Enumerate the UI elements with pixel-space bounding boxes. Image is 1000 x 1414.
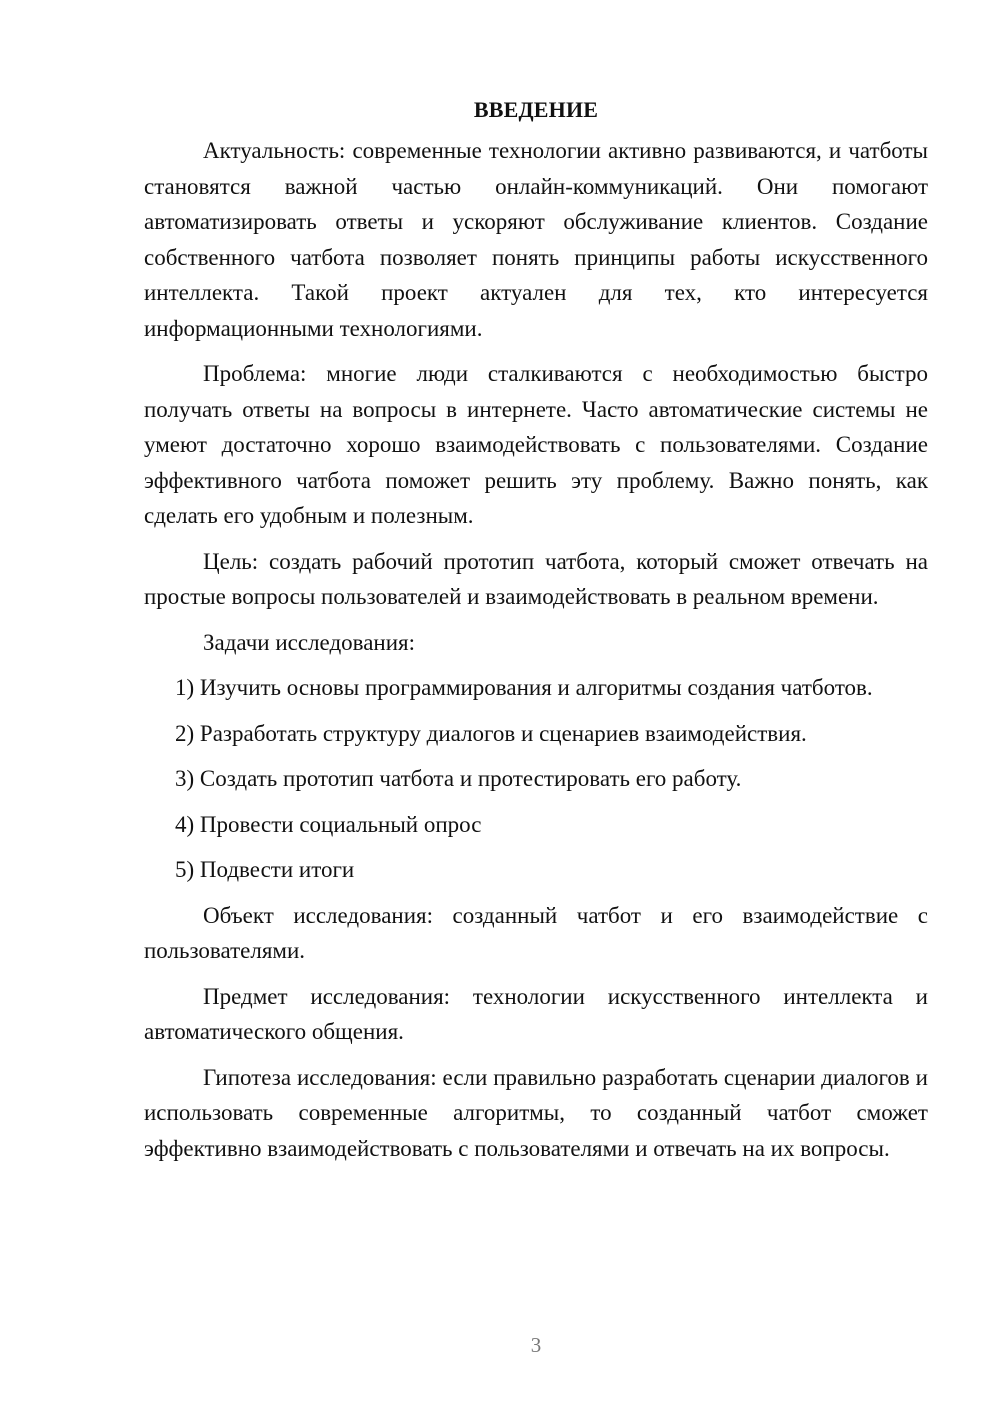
paragraph-problem: Проблема: многие люди сталкиваются с необходимостью быстро получать ответы на вопросы в интернете. Часто автоматические системы не умеют достаточно хорошо взаимодействовать с пользователями. Создание эффективного чатбота поможет решить эту проблему. Важно понять, как сделать его удобным и полезным.	[144, 361, 928, 528]
document-page	[144, 95, 928, 1176]
paragraph-hypothesis: Гипотеза исследования: если правильно разработать сценарии диалогов и использовать современные алгоритмы, то созданный чатбот сможет эффективно взаимодействовать с пользователями и отвечать на их вопросы.	[144, 1064, 928, 1161]
paragraph-relevance: Актуальность: современные технологии активно развиваются, и чатботы становятся важной частью онлайн-коммуникаций. Они помогают автоматизировать ответы и ускоряют обслуживание клиентов. Создание собственного чатбота позволяет понять принципы работы искусственного интеллекта. Такой проект актуален для тех, кто интересуется информационными технологиями.	[144, 138, 928, 341]
task-item-5: 5) Подвести итоги	[175, 857, 355, 882]
paragraph-subject: Предмет исследования: технологии искусственного интеллекта и автоматического общения.	[144, 983, 928, 1044]
tasks-heading: Задачи исследования:	[203, 629, 416, 655]
section-title: ВВЕДЕНИЕ	[473, 97, 599, 122]
task-item-3: 3) Создать прототип чатбота и протестировать его работу.	[175, 766, 742, 791]
task-item-4: 4) Провести социальный опрос	[175, 811, 482, 837]
task-item-2: 2) Разработать структуру диалогов и сценариев взаимодействия.	[175, 720, 807, 746]
paragraph-object: Объект исследования: созданный чатбот и его взаимодействие с пользователями.	[144, 902, 928, 963]
page-number: 3	[530, 1333, 542, 1357]
paragraph-goal: Цель: создать рабочий прототип чатбота, который сможет отвечать на простые вопросы пользователей и взаимодействовать в реальном времени.	[144, 548, 928, 609]
task-item-1: 1) Изучить основы программирования и алгоритмы создания чатботов.	[175, 675, 873, 700]
